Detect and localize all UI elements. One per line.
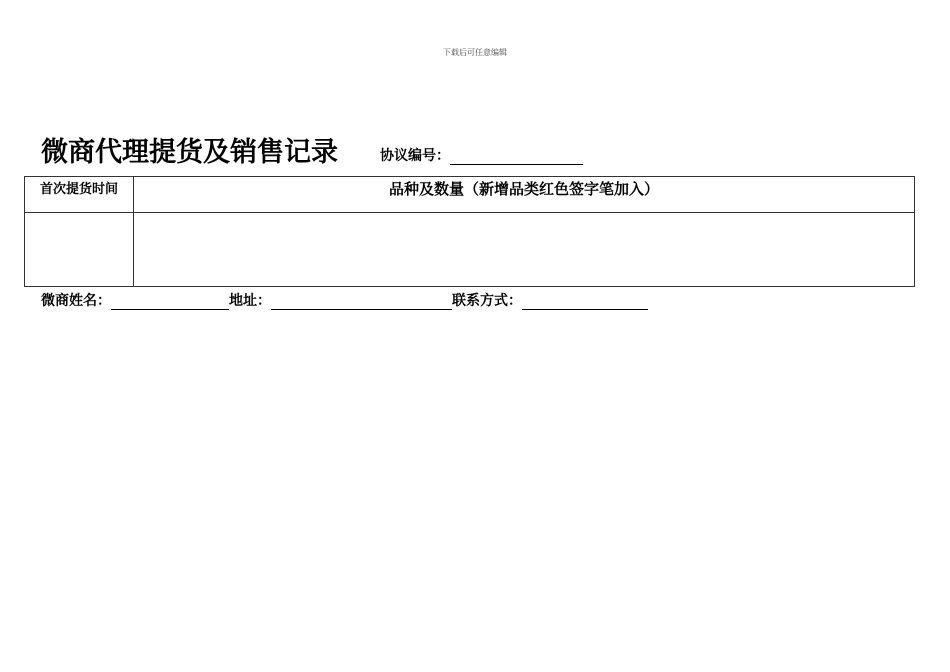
cell-first-pickup-time[interactable] [25, 213, 134, 287]
table-row [25, 213, 915, 287]
address-label: 地址： [229, 293, 271, 309]
document-title: 微商代理提货及销售记录 [41, 137, 338, 168]
cell-variety-quantity[interactable] [134, 213, 915, 287]
contact-label: 联系方式： [452, 293, 522, 309]
merchant-name-blank[interactable] [111, 295, 229, 310]
agreement-number-row [380, 145, 583, 165]
table-header-row [25, 177, 915, 213]
header-variety-quantity: 品种及数量（新增品类红色签字笔加入） [134, 177, 915, 213]
agreement-number-blank[interactable] [450, 150, 583, 165]
footer-info-row [41, 290, 648, 310]
address-blank[interactable] [271, 295, 452, 310]
contact-blank[interactable] [522, 295, 648, 310]
header-watermark: 下载后可任意编辑 [443, 48, 507, 57]
header-first-pickup-time: 首次提货时间 [25, 177, 134, 213]
record-table [24, 176, 915, 287]
agreement-number-label: 协议编号： [380, 148, 450, 164]
merchant-name-label: 微商姓名： [41, 293, 111, 309]
